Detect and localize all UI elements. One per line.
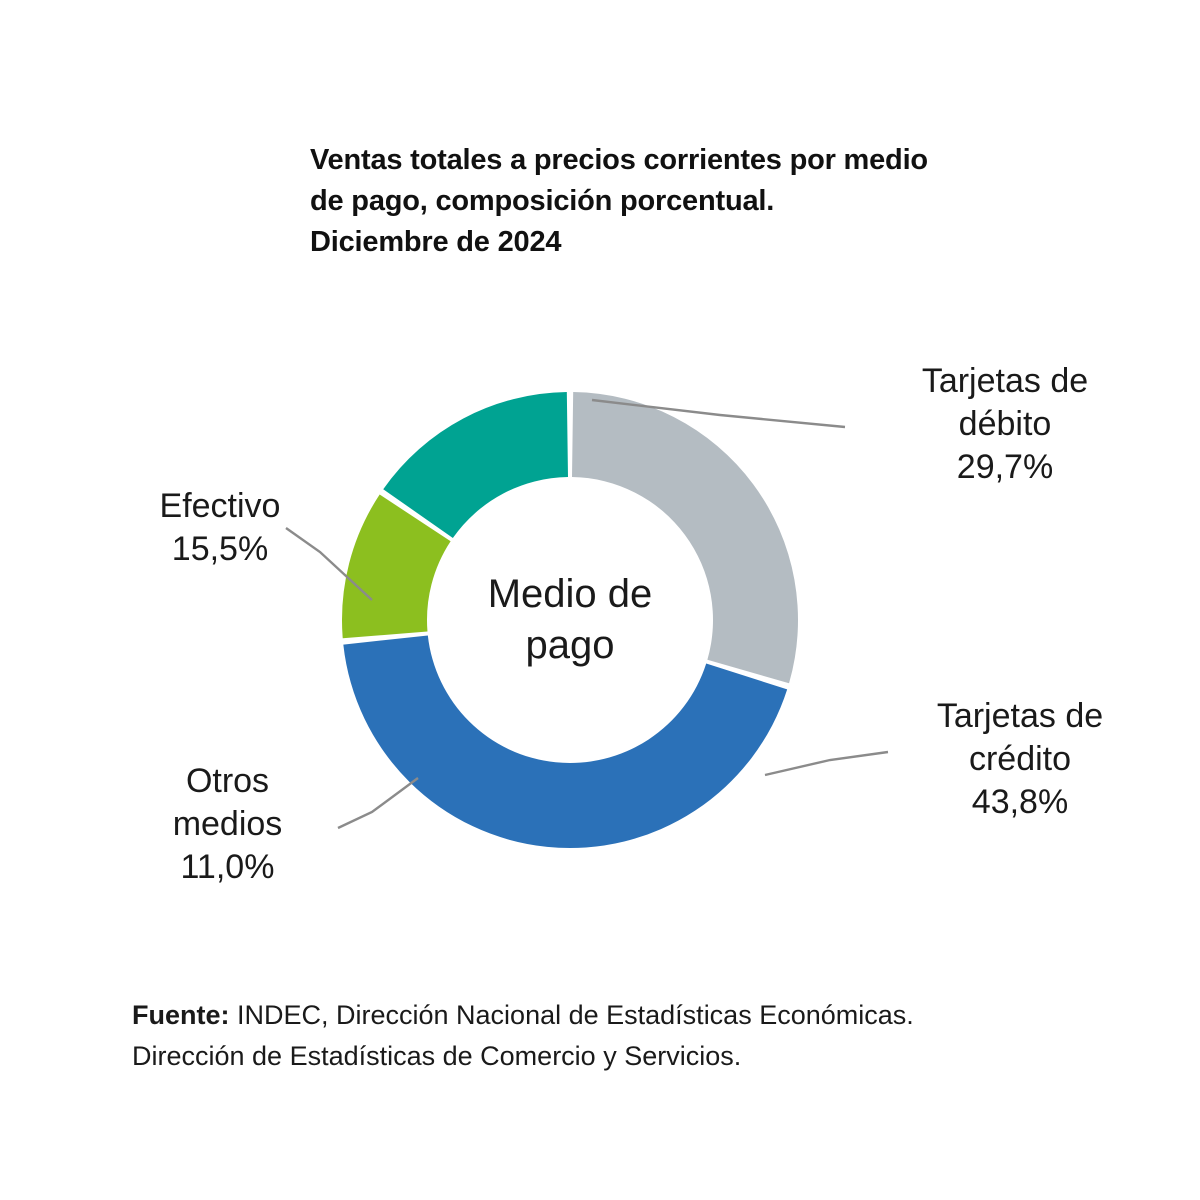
callout-label-line-1: Efectivo	[159, 487, 281, 525]
callout-tarjetas-de-credito	[870, 695, 1170, 823]
callout-value: 15,5%	[171, 529, 269, 568]
donut-svg	[290, 340, 850, 900]
callout-label-line-1: Tarjetas de	[936, 697, 1104, 735]
donut-slice-tarjetas-de-cr-dito	[343, 635, 787, 848]
source-prefix: Fuente:	[132, 1000, 230, 1030]
callout-otros-medios	[120, 760, 335, 888]
donut-chart	[290, 340, 850, 900]
chart-title	[310, 140, 1070, 264]
callout-value: 43,8%	[971, 782, 1069, 821]
source-line-2: Dirección de Estadísticas de Comercio y Servicios.	[132, 1040, 742, 1071]
source-text-1: INDEC, Dirección Nacional de Estadísticas Económicas.	[229, 1000, 914, 1030]
callout-label-line-2: crédito	[968, 739, 1072, 778]
callout-value: 11,0%	[180, 847, 275, 886]
source-note	[132, 995, 1092, 1076]
center-label-line-1: Medio de	[487, 571, 653, 616]
callout-label-line-2: débito	[958, 404, 1052, 443]
center-label-line-2: pago	[525, 623, 615, 667]
callout-tarjetas-de-debito	[855, 360, 1155, 488]
donut-slice-tarjetas-de-d-bito	[572, 392, 798, 683]
callout-label-line-1: Tarjetas de	[921, 362, 1089, 400]
callout-efectivo	[110, 485, 330, 571]
callout-label-line-1: Otros	[185, 762, 270, 800]
chart-title-line-1: Ventas totales a precios corrientes por medio	[310, 144, 928, 176]
callout-label-line-2: medios	[172, 804, 283, 843]
source-line-1	[132, 995, 1092, 1036]
chart-title-line-3: Diciembre de 2024	[310, 226, 562, 259]
callout-value: 29,7%	[956, 447, 1054, 486]
chart-title-line-2: de pago, composición porcentual.	[310, 185, 775, 218]
